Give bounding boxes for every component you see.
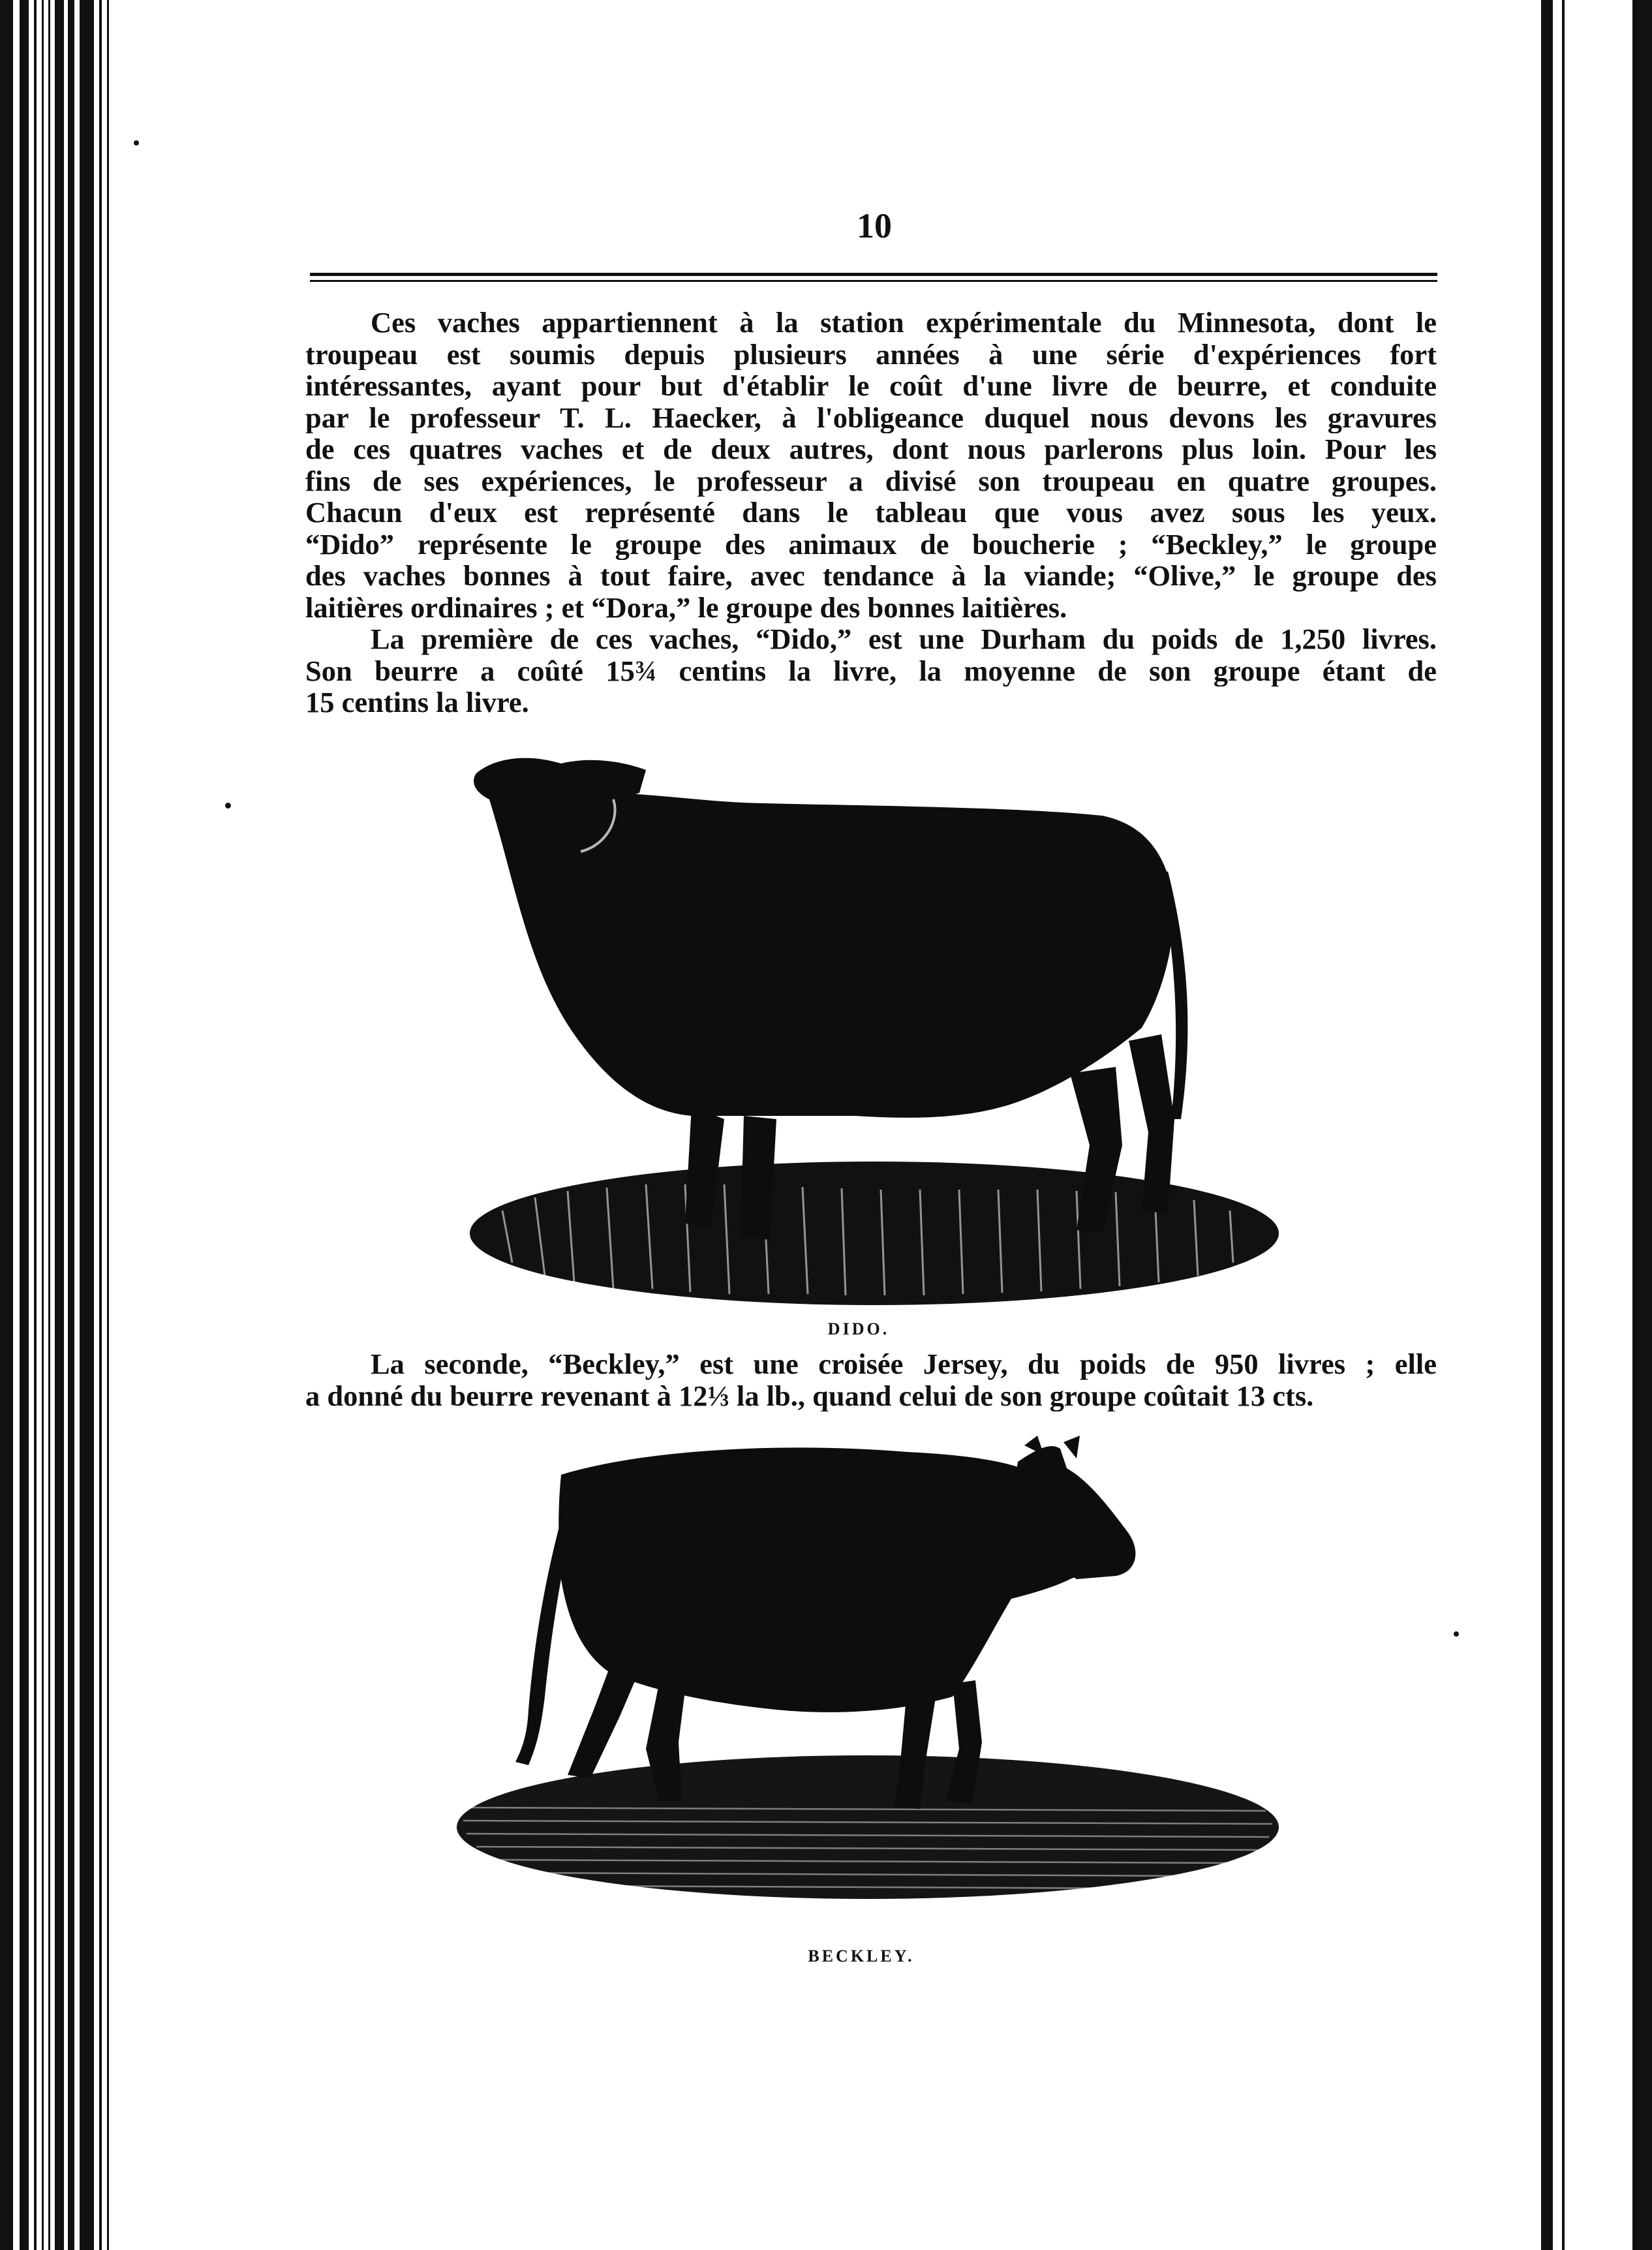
page-number: 10 xyxy=(857,206,892,245)
text-line: “Dido” représente le groupe des animaux de boucherie ; “Beckley,” le groupe xyxy=(305,528,1437,560)
caption-dido: DIDO. xyxy=(827,1319,890,1338)
header-rule xyxy=(310,273,1437,282)
beckley-cow-engraving xyxy=(450,1436,1298,1932)
beckley-ground-hatching xyxy=(457,1755,1279,1899)
scan-edge-left xyxy=(0,0,137,2250)
text-line: La seconde, “Beckley,” est une croisée Jersey, du poids de 950 livres ; elle xyxy=(371,1348,1437,1380)
text-line: La première de ces vaches, “Dido,” est une Durham du poids de 1,250 livres. xyxy=(371,623,1437,655)
scan-speck xyxy=(134,140,139,146)
caption-beckley: BECKLEY. xyxy=(808,1947,915,1965)
text-line: a donné du beurre revenant à 12⅓ la lb., quand celui de son groupe coûtait 13 cts. xyxy=(305,1379,1314,1411)
text-line: Son beurre a coûté 15¾ centins la livre, la moyenne de son groupe étant de xyxy=(305,655,1437,686)
paragraph-intro xyxy=(305,307,1437,623)
text-line: Chacun d'eux est représenté dans le tableau que vous avez sous les yeux. xyxy=(305,497,1437,529)
paragraph-beckley xyxy=(305,1348,1437,1411)
text-line: 15 centins la livre. xyxy=(305,686,529,718)
text-line: de ces quatres vaches et de deux autres, dont nous parlerons plus loin. Pour les xyxy=(305,433,1437,465)
text-line: troupeau est soumis depuis plusieurs années à une série d'expériences fort xyxy=(305,338,1437,370)
scan-speck xyxy=(55,1436,60,1440)
text-line: par le professeur T. L. Haecker, à l'obligeance duquel nous devons les gravures xyxy=(305,401,1437,433)
scan-speck xyxy=(225,803,231,809)
text-line: des vaches bonnes à tout faire, avec tendance à la viande; “Olive,” le groupe des xyxy=(305,560,1437,592)
dido-cow-engraving xyxy=(450,754,1285,1315)
paragraph-dido xyxy=(305,623,1437,718)
scan-edge-right xyxy=(1535,0,1652,2250)
text-line: Ces vaches appartiennent à la station expérimentale du Minnesota, dont le xyxy=(371,307,1437,339)
text-line: fins de ses expériences, le professeur a divisé son troupeau en quatre groupes. xyxy=(305,465,1437,497)
scan-speck xyxy=(1454,1631,1459,1637)
beckley-cow-silhouette xyxy=(515,1436,1135,1809)
text-line: laitières ordinaires ; et “Dora,” le groupe des bonnes laitières. xyxy=(305,591,1067,623)
text-line: intéressantes, ayant pour but d'établir le coût d'une livre de beurre, et conduite xyxy=(305,370,1437,402)
